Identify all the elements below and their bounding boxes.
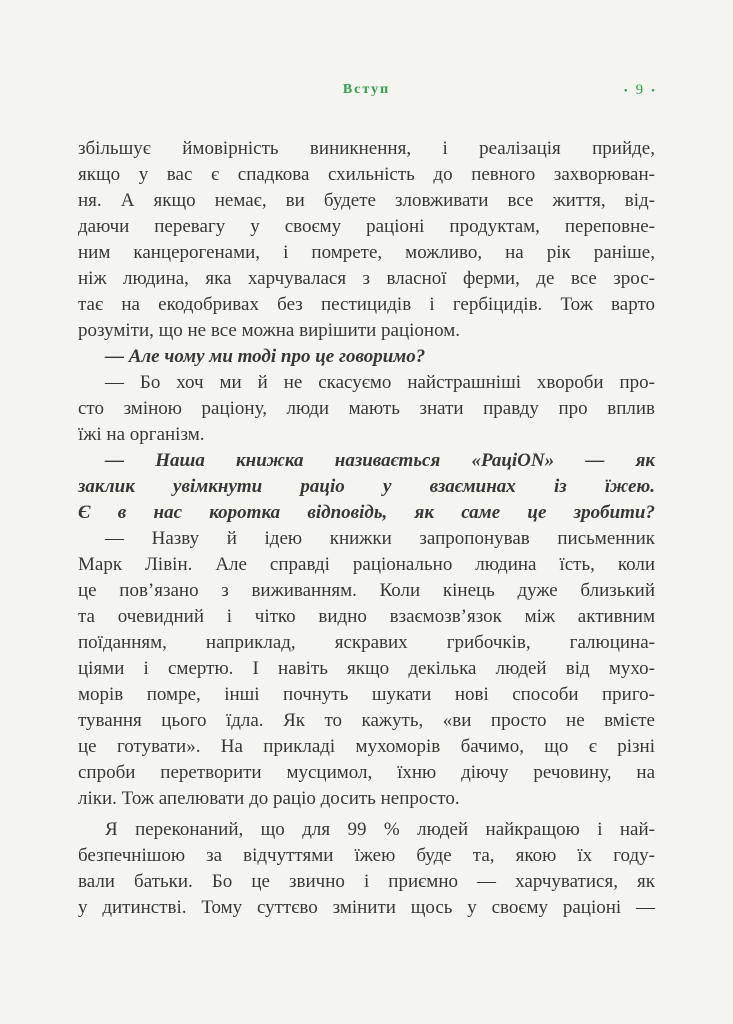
page-header bbox=[78, 82, 655, 102]
text-line: — Але чому ми тоді про це говоримо? bbox=[105, 346, 426, 367]
text-line: ним канцерогенами, і помрете, можливо, на рік раніше, bbox=[78, 242, 655, 263]
page-marker-left-dot: • bbox=[623, 84, 628, 97]
text-line: ніж людина, яка харчувалася з власної ферми, де все зрос- bbox=[78, 268, 655, 289]
paragraph bbox=[78, 136, 655, 344]
body-text bbox=[78, 136, 655, 921]
text-line: даючи перевагу у своєму раціоні продуктам, переповне- bbox=[78, 216, 655, 237]
text-line: це готувати». На прикладі мухоморів бачимо, що є різні bbox=[78, 736, 655, 757]
text-line: сто зміною раціону, люди мають знати правду про вплив bbox=[78, 398, 655, 419]
text-line: Марк Лівін. Але справді раціонально людина їсть, коли bbox=[78, 554, 655, 575]
paragraph bbox=[78, 817, 655, 921]
text-line: їжі на організм. bbox=[78, 424, 205, 445]
text-line: тування цього їдла. Як то кажуть, «ви просто не вмієте bbox=[78, 710, 655, 731]
text-line: — Назву й ідею книжки запропонував письменник bbox=[105, 528, 655, 549]
text-line: — Бо хоч ми й не скасуємо найстрашніші хвороби про- bbox=[105, 372, 655, 393]
page-number bbox=[624, 82, 655, 99]
text-line: заклик увімкнути раціо у взаєминах із їжею. bbox=[78, 476, 655, 497]
text-line: ціями і смертю. І навіть якщо декілька людей від мухо- bbox=[78, 658, 655, 679]
paragraph bbox=[78, 526, 655, 812]
text-line: — Наша книжка називається «РаціON» — як bbox=[105, 450, 655, 471]
text-line: розуміти, що не все можна вирішити раціоном. bbox=[78, 320, 460, 341]
paragraph bbox=[78, 370, 655, 448]
text-line: у дитинстві. Тому суттєво змінити щось у своєму раціоні — bbox=[78, 897, 655, 918]
text-line: поїданням, наприклад, яскравих грибочків, галюцина- bbox=[78, 632, 655, 653]
paragraph bbox=[78, 344, 655, 370]
text-line: та очевидний і чітко видно взаємозв’язок між активним bbox=[78, 606, 655, 627]
page-number-value: 9 bbox=[635, 82, 644, 98]
text-line: якщо у вас є спадкова схильність до певного захворюван- bbox=[78, 164, 655, 185]
text-line: ня. А якщо немає, ви будете зловживати все життя, від- bbox=[78, 190, 655, 211]
paragraph bbox=[78, 448, 655, 526]
text-line: морів помре, інші почнуть шукати нові способи приго- bbox=[78, 684, 655, 705]
section-title: Вступ bbox=[342, 82, 391, 97]
text-line: Є в нас коротка відповідь, як саме це зробити? bbox=[78, 502, 655, 523]
text-line: збільшує ймовірність виникнення, і реалізація прийде, bbox=[78, 138, 655, 159]
page-marker-right-dot: • bbox=[651, 84, 655, 97]
text-line: спроби перетворити мусцимол, їхню діючу речовину, на bbox=[78, 762, 655, 783]
text-line: ліки. Тож апелювати до раціо досить непросто. bbox=[78, 788, 460, 809]
text-line: це пов’язано з виживанням. Коли кінець дуже близький bbox=[78, 580, 655, 601]
text-line: безпечнішою за відчуттями їжею буде та, якою їх году- bbox=[78, 845, 655, 866]
text-line: вали батьки. Бо це звично і приємно — харчуватися, як bbox=[78, 871, 655, 892]
text-line: тає на екодобривах без пестицидів і гербіцидів. Тож варто bbox=[78, 294, 655, 315]
text-line: Я переконаний, що для 99 % людей найкращою і най- bbox=[105, 819, 655, 840]
